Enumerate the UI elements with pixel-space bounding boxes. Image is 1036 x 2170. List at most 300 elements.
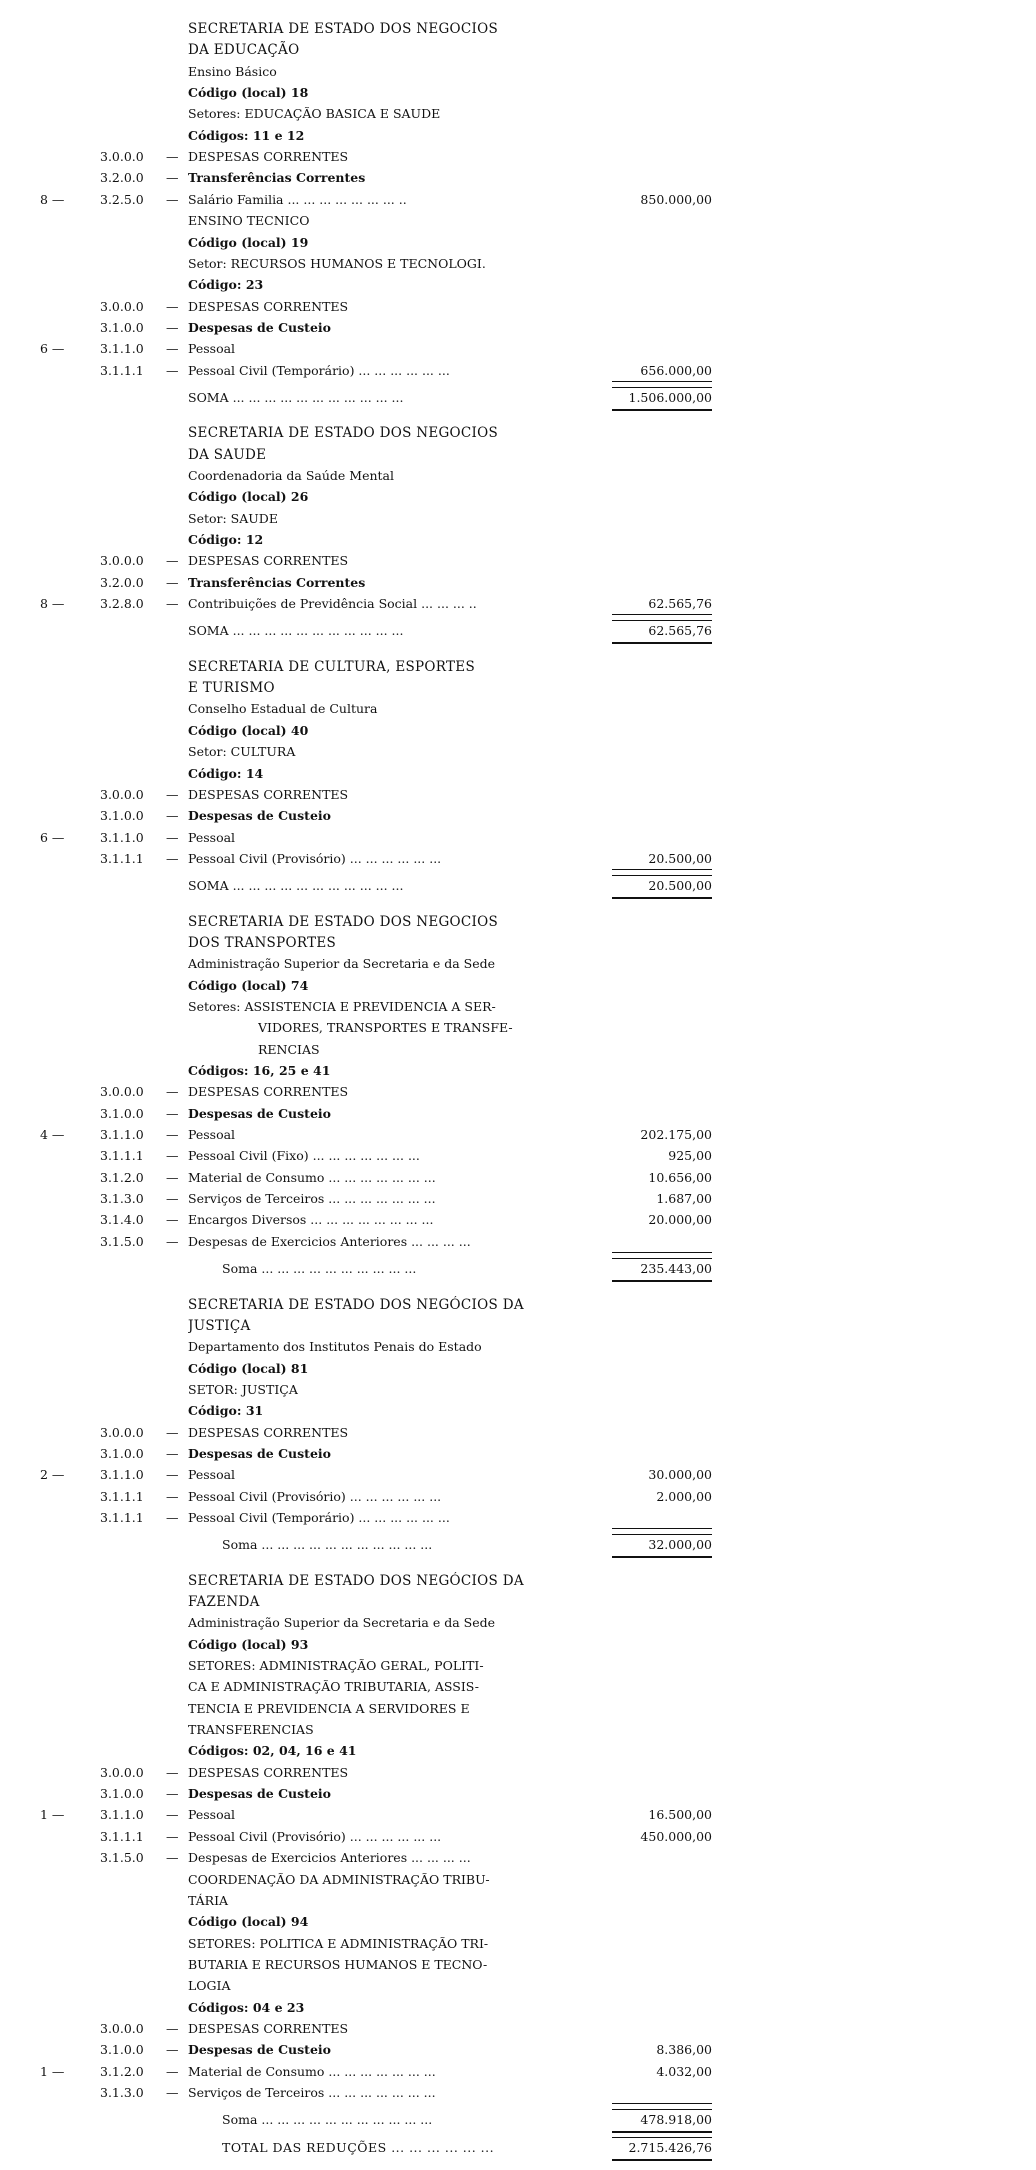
line-text: Departamento dos Institutos Penais do Estado [188, 1339, 482, 1355]
subtotal-rule [612, 2103, 712, 2104]
line-text: SECRETARIA DE ESTADO DOS NEGOCIOS [188, 425, 499, 442]
line-text: Conselho Estadual de Cultura [188, 701, 378, 717]
code-dash: — [166, 850, 179, 866]
line-text: LOGIA [188, 1978, 231, 1994]
line-text: TRANSFERENCIAS [188, 1722, 314, 1738]
total-rule [612, 642, 712, 644]
code-dash: — [166, 1233, 179, 1249]
ledger-line [0, 765, 752, 783]
ledger-line [0, 574, 752, 592]
ledger-line [0, 1126, 752, 1144]
line-amount: 1.687,00 [656, 1191, 712, 1207]
ledger-line [0, 1445, 752, 1463]
ledger-line [0, 1041, 752, 1059]
account-code: 3.1.2.0 [100, 2063, 144, 2079]
account-code: 3.1.1.1 [100, 1488, 144, 1504]
account-code: 3.1.5.0 [100, 1233, 144, 1249]
account-code: 3.1.1.0 [100, 829, 144, 845]
ledger-line [0, 467, 752, 485]
line-text: RENCIAS [258, 1041, 320, 1057]
account-code: 3.1.0.0 [100, 808, 144, 824]
line-text: SECRETARIA DE ESTADO DOS NEGÓCIOS DA [188, 1572, 524, 1589]
ledger-line [0, 1360, 752, 1378]
ledger-line [0, 1381, 752, 1399]
ledger-line [0, 1849, 752, 1867]
line-text: Pessoal [188, 1807, 236, 1823]
line-text: Despesas de Custeio [188, 1445, 331, 1461]
line-text: SECRETARIA DE ESTADO DOS NEGOCIOS [188, 913, 499, 930]
ledger-line [0, 2084, 752, 2102]
line-amount: 850.000,00 [640, 191, 712, 207]
ledger-line [0, 1509, 752, 1527]
ledger-line [0, 1806, 752, 1824]
line-text: Despesas de Exercicios Anteriores ... ... ... ... [188, 1850, 471, 1866]
ledger-line [0, 41, 752, 59]
line-text: Pessoal Civil (Provisório) ... ... ... ... ... ... [188, 850, 442, 866]
ledger-line [0, 1147, 752, 1165]
code-dash: — [166, 1488, 179, 1504]
line-text: Encargos Diversos ... ... ... ... ... ... ... ... [188, 1212, 434, 1228]
code-dash: — [166, 1509, 179, 1525]
line-text: Setor: RECURSOS HUMANOS E TECNOLOGI. [188, 255, 486, 271]
line-text: Despesas de Custeio [188, 1786, 331, 1802]
ledger-line [0, 1935, 752, 1953]
account-code: 3.1.0.0 [100, 2042, 144, 2058]
code-dash: — [166, 341, 179, 357]
account-code: 3.0.0.0 [100, 2020, 144, 2036]
total-top-rule [612, 2109, 712, 2110]
code-dash: — [166, 2020, 179, 2036]
account-code: 3.1.1.1 [100, 1148, 144, 1164]
code-dash: — [166, 829, 179, 845]
line-text: Pessoal [188, 1127, 236, 1142]
code-dash: — [166, 170, 179, 186]
line-text: Soma ... ... ... ... ... ... ... ... ... ... ... [222, 1537, 433, 1553]
ledger-line [0, 1062, 752, 1080]
account-code: 3.1.5.0 [100, 1850, 144, 1866]
ledger-line [0, 169, 752, 187]
account-code: 3.1.3.0 [100, 2085, 144, 2100]
line-text: ENSINO TECNICO [188, 213, 310, 229]
ledger-line [0, 934, 752, 952]
ledger-line [0, 1657, 752, 1675]
ledger-line [0, 722, 752, 740]
ledger-line [0, 424, 752, 442]
total-rule [612, 409, 712, 411]
code-dash: — [166, 319, 179, 335]
line-amount: 450.000,00 [640, 1828, 712, 1844]
code-dash: — [166, 1212, 179, 1228]
ledger-line [0, 658, 752, 676]
line-text: Código (local) 74 [188, 977, 309, 993]
line-text: SOMA ... ... ... ... ... ... ... ... ... ... ... [188, 878, 404, 894]
line-text: Transferências Correntes [188, 574, 366, 590]
total-rule [612, 2131, 712, 2133]
line-text: Soma ... ... ... ... ... ... ... ... ... ... ... [222, 2112, 433, 2128]
ledger-line [0, 2041, 752, 2059]
line-text: SETORES: POLITICA E ADMINISTRAÇÃO TRI- [188, 1935, 489, 1951]
line-prefix: 8 — [40, 596, 65, 611]
code-dash: — [166, 1764, 179, 1780]
line-text: Setores: EDUCAÇÃO BASICA E SAUDE [188, 106, 441, 122]
total-rule [612, 897, 712, 899]
account-code: 3.0.0.0 [100, 786, 144, 802]
account-code: 3.2.0.0 [100, 170, 144, 186]
subtotal-rule [612, 614, 712, 615]
ledger-line [0, 389, 752, 407]
line-amount: 20.000,00 [648, 1212, 712, 1228]
line-prefix: 1 — [40, 2063, 65, 2079]
ledger-line [0, 700, 752, 718]
ledger-line [0, 1260, 752, 1278]
code-dash: — [166, 1169, 179, 1185]
code-dash: — [166, 2085, 179, 2100]
line-text: Códigos: 04 e 23 [188, 1999, 305, 2015]
code-dash: — [166, 1084, 179, 1100]
ledger-line [0, 807, 752, 825]
ledger-line [0, 829, 752, 847]
line-text: Código: 23 [188, 277, 264, 293]
code-dash: — [166, 298, 179, 314]
line-text: Códigos: 16, 25 e 41 [188, 1063, 331, 1078]
line-text: Código (local) 81 [188, 1360, 309, 1376]
code-dash: — [166, 1191, 179, 1207]
ledger-line [0, 1536, 752, 1554]
line-text: DESPESAS CORRENTES [188, 1424, 349, 1440]
account-code: 3.2.5.0 [100, 191, 144, 207]
line-prefix: 6 — [40, 829, 65, 845]
ledger-line [0, 446, 752, 464]
line-text: Serviços de Terceiros ... ... ... ... ... ... ... [188, 2085, 436, 2100]
ledger-line [0, 1614, 752, 1632]
line-amount: 10.656,00 [648, 1169, 712, 1185]
ledger-line [0, 191, 752, 209]
ledger-line [0, 2139, 752, 2157]
line-text: SOMA ... ... ... ... ... ... ... ... ... ... ... [188, 623, 404, 639]
code-dash: — [166, 596, 179, 611]
line-text: Código (local) 18 [188, 85, 309, 100]
ledger-line [0, 255, 752, 273]
line-text: Contribuições de Previdência Social ... ... ... .. [188, 596, 477, 611]
code-dash: — [166, 553, 179, 569]
line-text: SETORES: ADMINISTRAÇÃO GERAL, POLITI- [188, 1658, 484, 1673]
line-text: DA SAUDE [188, 446, 267, 463]
account-code: 3.0.0.0 [100, 1424, 144, 1440]
line-text: Pessoal [188, 1467, 236, 1483]
line-text: Administração Superior da Secretaria e da Sede [188, 1615, 496, 1631]
line-prefix: 2 — [40, 1467, 65, 1483]
ledger-line [0, 1572, 752, 1590]
account-code: 3.1.1.0 [100, 1807, 144, 1823]
line-text: Despesas de Custeio [188, 319, 331, 335]
line-amount: 2.715.426,76 [628, 2139, 712, 2155]
line-text: Códigos: 11 e 12 [188, 127, 305, 143]
ledger-line [0, 84, 752, 102]
line-text: Pessoal Civil (Fixo) ... ... ... ... ... ... ... [188, 1148, 420, 1164]
line-text: TÁRIA [188, 1892, 229, 1908]
ledger-line [0, 850, 752, 868]
code-dash: — [166, 1467, 179, 1483]
ledger-line [0, 1296, 752, 1314]
line-text: DESPESAS CORRENTES [188, 149, 349, 165]
ledger-line [0, 63, 752, 81]
line-amount: 202.175,00 [640, 1127, 712, 1142]
line-text: COORDENAÇÃO DA ADMINISTRAÇÃO TRIBU- [188, 1871, 490, 1887]
line-amount: 32.000,00 [648, 1537, 712, 1553]
ledger-line [0, 276, 752, 294]
line-text: SOMA ... ... ... ... ... ... ... ... ... ... ... [188, 389, 404, 405]
ledger-line [0, 786, 752, 804]
subtotal-rule [612, 1528, 712, 1529]
ledger-line [0, 1678, 752, 1696]
ledger-line [0, 1700, 752, 1718]
ledger-line [0, 1019, 752, 1037]
line-text: Código: 14 [188, 765, 264, 781]
account-code: 3.1.1.0 [100, 341, 144, 357]
line-text: Salário Familia ... ... ... ... ... ... ... .. [188, 191, 407, 207]
line-text: TOTAL DAS REDUÇÕES ... ... ... ... ... ... [222, 2139, 495, 2155]
line-text: Setores: ASSISTENCIA E PREVIDENCIA A SER- [188, 998, 496, 1014]
ledger-line [0, 1871, 752, 1889]
line-text: Pessoal [188, 829, 236, 845]
ledger-line [0, 1488, 752, 1506]
line-amount: 62.565,76 [648, 623, 712, 639]
ledger-line [0, 595, 752, 613]
line-text: Despesas de Custeio [188, 2042, 331, 2058]
line-amount: 235.443,00 [640, 1261, 712, 1277]
line-text: Código (local) 19 [188, 234, 309, 250]
account-code: 3.1.0.0 [100, 1105, 144, 1121]
line-amount: 8.386,00 [656, 2042, 712, 2058]
ledger-line [0, 212, 752, 230]
ledger-line [0, 1338, 752, 1356]
total-top-rule [612, 1534, 712, 1535]
line-amount: 20.500,00 [648, 850, 712, 866]
ledger-line [0, 622, 752, 640]
code-dash: — [166, 1148, 179, 1164]
line-text: Serviços de Terceiros ... ... ... ... ... ... ... [188, 1191, 436, 1207]
code-dash: — [166, 1807, 179, 1823]
ledger-line [0, 340, 752, 358]
line-text: Soma ... ... ... ... ... ... ... ... ... ... [222, 1261, 417, 1277]
line-text: DESPESAS CORRENTES [188, 1764, 349, 1780]
line-text: DESPESAS CORRENTES [188, 298, 349, 314]
ledger-line [0, 1956, 752, 1974]
ledger-line [0, 1083, 752, 1101]
account-code: 3.1.1.1 [100, 850, 144, 866]
line-prefix: 1 — [40, 1807, 65, 1823]
ledger-line [0, 1785, 752, 1803]
account-code: 3.1.2.0 [100, 1169, 144, 1185]
ledger-line [0, 1999, 752, 2017]
account-code: 3.2.0.0 [100, 574, 144, 590]
line-prefix: 4 — [40, 1127, 65, 1142]
ledger-line [0, 1742, 752, 1760]
line-amount: 30.000,00 [648, 1467, 712, 1483]
code-dash: — [166, 2063, 179, 2079]
ledger-line [0, 1593, 752, 1611]
ledger-line [0, 1424, 752, 1442]
ledger-line [0, 1233, 752, 1251]
account-code: 3.1.1.1 [100, 1509, 144, 1525]
ledger-line [0, 679, 752, 697]
line-text: E TURISMO [188, 680, 275, 697]
code-dash: — [166, 1445, 179, 1461]
line-text: DESPESAS CORRENTES [188, 2020, 349, 2036]
line-text: DESPESAS CORRENTES [188, 786, 349, 802]
line-text: Pessoal Civil (Temporário) ... ... ... ... ... ... [188, 1509, 450, 1525]
line-prefix: 6 — [40, 341, 65, 357]
line-text: Despesas de Custeio [188, 1105, 331, 1121]
account-code: 3.1.1.1 [100, 362, 144, 378]
total-top-rule [612, 1258, 712, 1259]
account-code: 3.0.0.0 [100, 1084, 144, 1100]
line-text: Administração Superior da Secretaria e da Sede [188, 956, 496, 972]
line-text: Código (local) 94 [188, 1914, 309, 1930]
ledger-line [0, 362, 752, 380]
line-text: VIDORES, TRANSPORTES E TRANSFE- [258, 1020, 513, 1036]
line-text: Setor: CULTURA [188, 744, 296, 760]
account-code: 3.2.8.0 [100, 596, 144, 611]
code-dash: — [166, 1424, 179, 1440]
ledger-line [0, 2020, 752, 2038]
ledger-line [0, 552, 752, 570]
code-dash: — [166, 149, 179, 165]
code-dash: — [166, 1786, 179, 1802]
line-amount: 1.506.000,00 [628, 389, 712, 405]
account-code: 3.1.1.1 [100, 1828, 144, 1844]
line-text: Material de Consumo ... ... ... ... ... ... ... [188, 2063, 436, 2079]
line-amount: 925,00 [668, 1148, 712, 1164]
line-text: Despesas de Exercicios Anteriores ... ... ... ... [188, 1233, 471, 1249]
ledger-line [0, 1466, 752, 1484]
line-text: DOS TRANSPORTES [188, 934, 337, 951]
account-code: 3.1.3.0 [100, 1191, 144, 1207]
line-amount: 478.918,00 [640, 2112, 712, 2128]
account-code: 3.1.0.0 [100, 1786, 144, 1802]
ledger-line [0, 955, 752, 973]
code-dash: — [166, 808, 179, 824]
ledger-line [0, 877, 752, 895]
code-dash: — [166, 2042, 179, 2058]
account-code: 3.1.1.0 [100, 1467, 144, 1483]
ledger-line [0, 1721, 752, 1739]
ledger-line [0, 1828, 752, 1846]
total-top-rule [612, 387, 712, 388]
account-code: 3.0.0.0 [100, 149, 144, 165]
line-text: Pessoal Civil (Temporário) ... ... ... ... ... ... [188, 362, 450, 378]
account-code: 3.1.0.0 [100, 1445, 144, 1461]
line-text: Ensino Básico [188, 63, 277, 79]
account-code: 3.1.1.0 [100, 1127, 144, 1142]
line-text: Coordenadoria da Saúde Mental [188, 467, 395, 483]
line-amount: 656.000,00 [640, 362, 712, 378]
line-text: Material de Consumo ... ... ... ... ... ... ... [188, 1169, 436, 1185]
line-text: Pessoal Civil (Provisório) ... ... ... ... ... ... [188, 1828, 442, 1844]
code-dash: — [166, 1850, 179, 1866]
line-text: Pessoal [188, 341, 236, 357]
ledger-line [0, 105, 752, 123]
total-top-rule [612, 2137, 712, 2138]
ledger-line [0, 743, 752, 761]
total-top-rule [612, 620, 712, 621]
ledger-line [0, 1636, 752, 1654]
total-rule [612, 2159, 712, 2161]
ledger-line [0, 148, 752, 166]
ledger-line [0, 1913, 752, 1931]
ledger-line [0, 127, 752, 145]
subtotal-rule [612, 1252, 712, 1253]
subtotal-rule [612, 869, 712, 870]
code-dash: — [166, 1127, 179, 1142]
line-amount: 62.565,76 [648, 596, 712, 611]
line-text: Código (local) 40 [188, 722, 309, 738]
ledger-line [0, 319, 752, 337]
ledger-line [0, 1977, 752, 1995]
account-code: 3.1.0.0 [100, 319, 144, 335]
ledger-line [0, 1402, 752, 1420]
ledger-line [0, 913, 752, 931]
ledger-line [0, 1105, 752, 1123]
line-text: Setor: SAUDE [188, 510, 278, 526]
line-text: Código (local) 93 [188, 1636, 309, 1652]
ledger-line [0, 510, 752, 528]
total-rule [612, 1556, 712, 1558]
ledger-line [0, 1764, 752, 1782]
line-text: SECRETARIA DE CULTURA, ESPORTES [188, 658, 476, 675]
line-text: SECRETARIA DE ESTADO DOS NEGÓCIOS DA [188, 1296, 524, 1313]
line-text: FAZENDA [188, 1594, 260, 1610]
ledger-line [0, 2111, 752, 2129]
code-dash: — [166, 362, 179, 378]
total-top-rule [612, 875, 712, 876]
ledger-line [0, 20, 752, 38]
line-amount: 4.032,00 [656, 2063, 712, 2079]
code-dash: — [166, 1105, 179, 1121]
line-text: TENCIA E PREVIDENCIA A SERVIDORES E [188, 1700, 470, 1716]
account-code: 3.1.4.0 [100, 1212, 144, 1228]
line-text: Código: 31 [188, 1403, 264, 1419]
subtotal-rule [612, 381, 712, 382]
line-text: Despesas de Custeio [188, 808, 331, 824]
ledger-line [0, 234, 752, 252]
ledger-line [0, 488, 752, 506]
line-text: Transferências Correntes [188, 170, 366, 186]
code-dash: — [166, 1828, 179, 1844]
line-text: SETOR: JUSTIÇA [188, 1381, 298, 1397]
ledger-line [0, 998, 752, 1016]
ledger-line [0, 1190, 752, 1208]
ledger-line [0, 977, 752, 995]
total-rule [612, 1280, 712, 1282]
line-text: JUSTIÇA [188, 1317, 251, 1334]
ledger-line [0, 531, 752, 549]
line-amount: 16.500,00 [648, 1807, 712, 1823]
account-code: 3.0.0.0 [100, 1764, 144, 1780]
line-amount: 20.500,00 [648, 878, 712, 894]
code-dash: — [166, 786, 179, 802]
line-text: BUTARIA E RECURSOS HUMANOS E TECNO- [188, 1956, 488, 1972]
line-prefix: 8 — [40, 191, 65, 207]
account-code: 3.0.0.0 [100, 298, 144, 314]
code-dash: — [166, 191, 179, 207]
ledger-line [0, 1317, 752, 1335]
ledger-line [0, 1211, 752, 1229]
line-text: Código: 12 [188, 532, 264, 547]
line-text: DA EDUCAÇÃO [188, 42, 300, 59]
code-dash: — [166, 574, 179, 590]
line-text: Códigos: 02, 04, 16 e 41 [188, 1743, 357, 1759]
